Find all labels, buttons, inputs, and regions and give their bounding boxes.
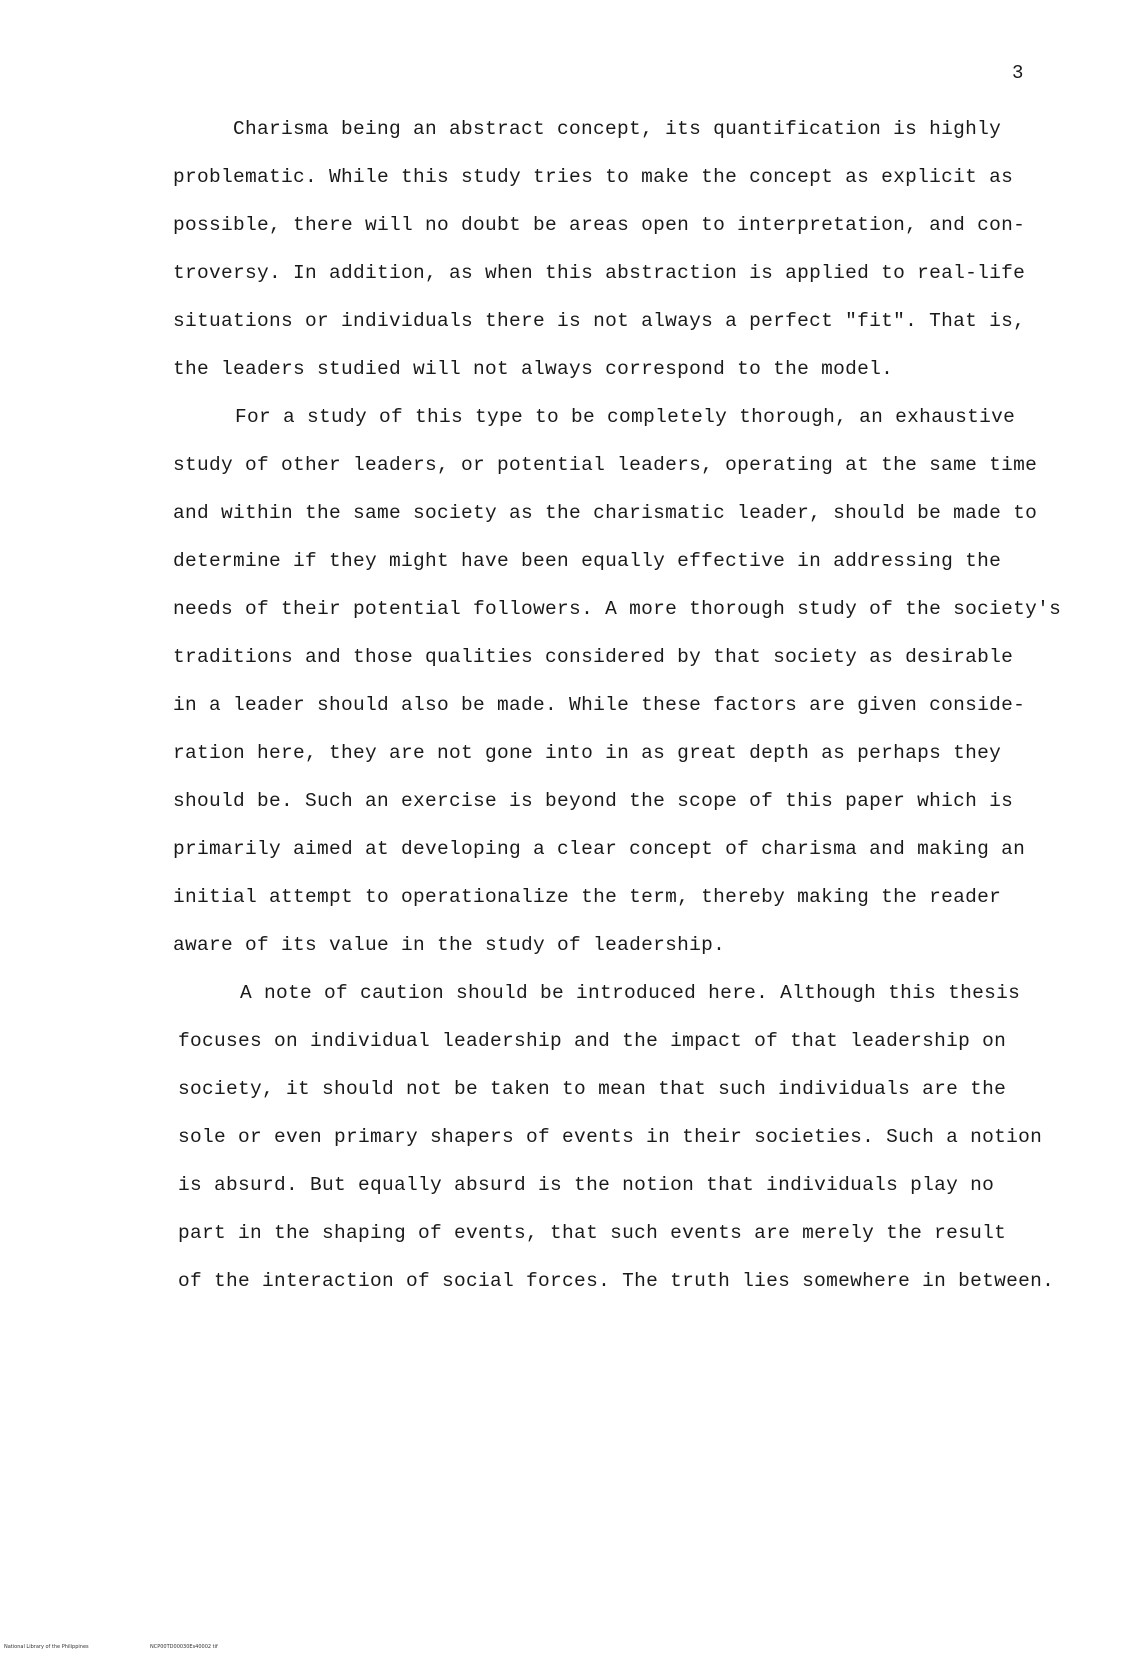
text-line: traditions and those qualities considered by that society as desirable <box>173 646 1014 668</box>
text-line: the leaders studied will not always correspond to the model. <box>173 358 894 380</box>
text-line: and within the same society as the charismatic leader, should be made to <box>173 502 1038 524</box>
text-line: Charisma being an abstract concept, its quantification is highly <box>233 118 1002 140</box>
text-line: initial attempt to operationalize the term, thereby making the reader <box>173 886 1002 908</box>
text-line: society, it should not be taken to mean that such individuals are the <box>178 1078 1007 1100</box>
text-line: aware of its value in the study of leadership. <box>173 934 726 956</box>
text-line: possible, there will no doubt be areas open to interpretation, and con- <box>173 214 1026 236</box>
text-line: in a leader should also be made. While these factors are given conside- <box>173 694 1026 716</box>
text-line: situations or individuals there is not always a perfect "fit". That is, <box>173 310 1026 332</box>
text-line: should be. Such an exercise is beyond the scope of this paper which is <box>173 790 1014 812</box>
text-line: problematic. While this study tries to make the concept as explicit as <box>173 166 1014 188</box>
footer-library: National Library of the Philippines <box>4 1644 89 1650</box>
text-line: determine if they might have been equally effective in addressing the <box>173 550 1002 572</box>
text-line: needs of their potential followers. A more thorough study of the society's <box>173 598 1062 620</box>
text-line: of the interaction of social forces. The truth lies somewhere in between. <box>178 1270 1055 1292</box>
text-line: For a study of this type to be completely thorough, an exhaustive <box>235 406 1016 428</box>
text-line: focuses on individual leadership and the impact of that leadership on <box>178 1030 1007 1052</box>
text-line: primarily aimed at developing a clear concept of charisma and making an <box>173 838 1026 860</box>
text-line: study of other leaders, or potential leaders, operating at the same time <box>173 454 1038 476</box>
text-line: A note of caution should be introduced here. Although this thesis <box>240 982 1021 1004</box>
text-line: troversy. In addition, as when this abstraction is applied to real-life <box>173 262 1026 284</box>
footer-code: NCP00TD00030Es40002 tif <box>150 1644 218 1650</box>
text-line: part in the shaping of events, that such events are merely the result <box>178 1222 1007 1244</box>
text-line: ration here, they are not gone into in as great depth as perhaps they <box>173 742 1002 764</box>
text-line: is absurd. But equally absurd is the notion that individuals play no <box>178 1174 995 1196</box>
text-line: sole or even primary shapers of events in their societies. Such a notion <box>178 1126 1043 1148</box>
page-number: 3 <box>1012 62 1024 84</box>
